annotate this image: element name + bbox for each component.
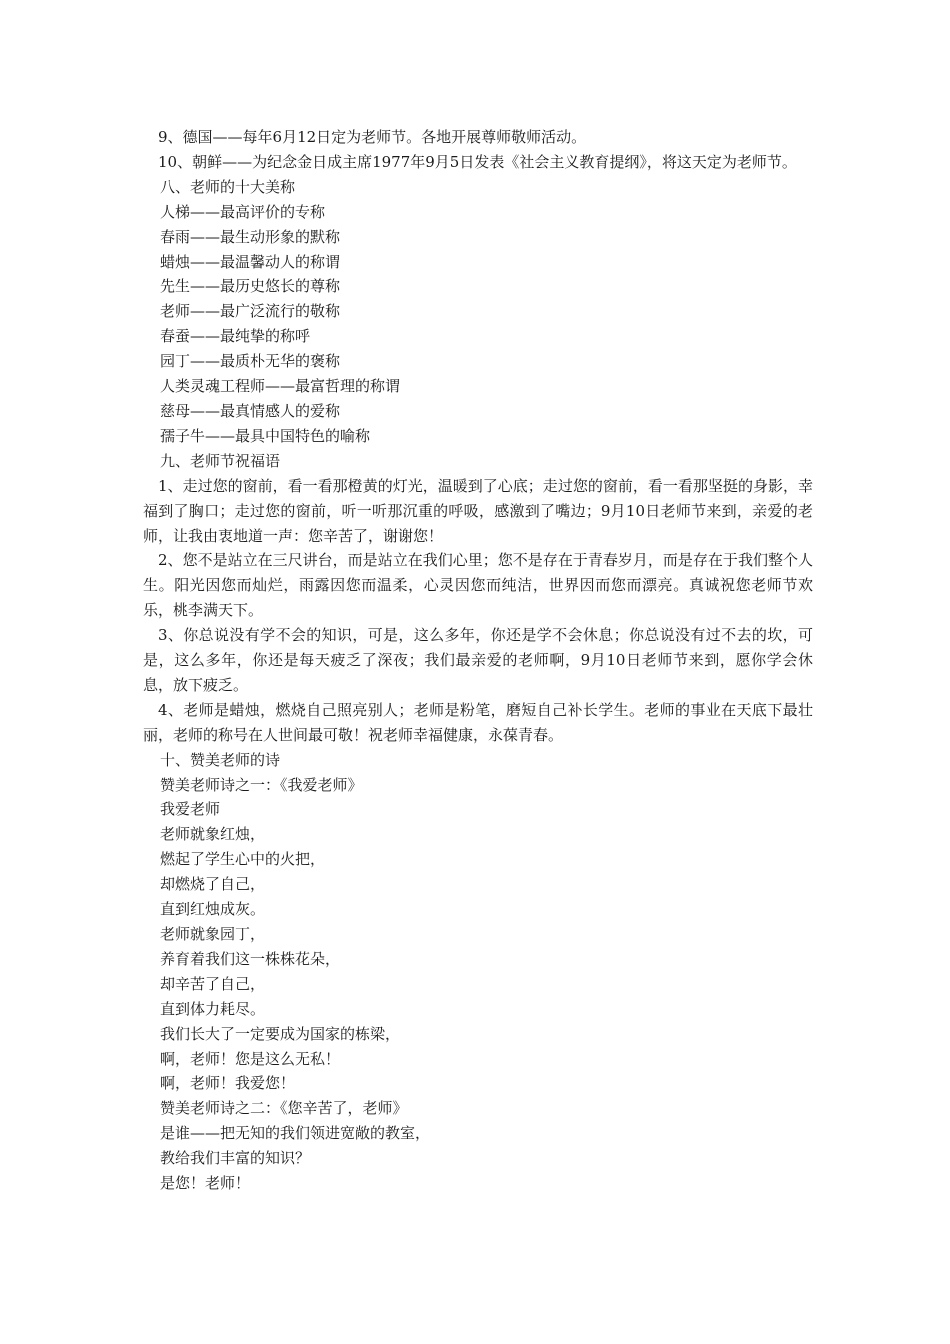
section-heading-titles: 八、老师的十大美称 [160, 177, 296, 196]
document-body [143, 125, 813, 1196]
title-item: 蜡烛——最温馨动人的称谓 [160, 252, 341, 271]
poem-line: 是谁——把无知的我们领进宽敞的教室， [160, 1124, 431, 1143]
title-item: 先生——最历史悠长的尊称 [160, 277, 341, 296]
festival-north-korea: 10、朝鲜——为纪念金日成主席1977年9月5日发表《社会主义教育提纲》，将这天定为老师节。 [158, 152, 797, 171]
poem-line: 老师就象园丁， [160, 925, 266, 943]
poem-line: 燃起了学生心中的火把， [160, 850, 326, 869]
poem-line: 直到体力耗尽。 [160, 999, 266, 1018]
title-item: 春蚕——最纯挚的称呼 [160, 327, 311, 346]
title-item: 慈母——最真情感人的爱称 [160, 401, 341, 420]
blessing-paragraph: 3、你总说没有学不会的知识，可是，这么多年，你还是学不会休息；你总说没有过不去的坎，可是，这么多年，你还是每天疲乏了深夜；我们最亲爱的老师啊，9月10日老师节来到，愿你学会休息，放下疲乏。 [143, 626, 813, 694]
title-item: 老师——最广泛流行的敬称 [160, 302, 341, 321]
poem-line: 老师就象红烛， [160, 825, 266, 844]
poem-line: 养育着我们这一株株花朵， [160, 949, 341, 968]
poem-line: 却辛苦了自己， [160, 974, 266, 993]
section-heading-blessings: 九、老师节祝福语 [160, 451, 281, 470]
poem-title: 赞美老师诗之二：《您辛苦了，老师》 [160, 1099, 408, 1118]
poem-line: 教给我们丰富的知识？ [160, 1149, 311, 1168]
poem-title: 赞美老师诗之一：《我爱老师》 [160, 775, 363, 794]
blessing-paragraph: 2、您不是站立在三尺讲台，而是站立在我们心里；您不是存在于青春岁月，而是存在于我们整个人生。阳光因您而灿烂，雨露因您而温柔，心灵因您而纯洁，世界因而您而漂亮。真诚祝您老师节欢乐，桃李满天下。 [143, 551, 813, 620]
festival-germany: 9、德国——每年6月12日定为老师节。各地开展尊师敬师活动。 [158, 128, 587, 146]
blessing-paragraph: 1、走过您的窗前，看一看那橙黄的灯光，温暖到了心底；走过您的窗前，看一看那坚挺的身影，幸福到了胸口；走过您的窗前，听一听那沉重的呼吸，感激到了嘴边；9月10日老师节来到，亲爱的老师，让我由衷地道一声：您辛苦了，谢谢您！ [143, 476, 813, 545]
poem-line: 直到红烛成灰。 [160, 900, 266, 919]
section-heading-poems: 十、赞美老师的诗 [160, 750, 281, 769]
title-item: 春雨——最生动形象的默称 [160, 227, 341, 246]
poem-line: 是您！老师！ [160, 1174, 251, 1193]
poem-line: 啊，老师！您是这么无私！ [160, 1049, 341, 1068]
title-item: 人梯——最高评价的专称 [160, 202, 326, 221]
title-item: 孺子牛——最具中国特色的喻称 [160, 426, 371, 445]
blessing-paragraph: 4、老师是蜡烛，燃烧自己照亮别人；老师是粉笔，磨短自己补长学生。老师的事业在天底下最壮丽，老师的称号在人世间最可敬！祝老师幸福健康，永葆青春。 [143, 700, 813, 744]
poem-line: 却燃烧了自己， [160, 875, 266, 894]
title-item: 人类灵魂工程师——最富哲理的称谓 [160, 377, 401, 396]
poem-line: 我爱老师 [160, 800, 221, 819]
title-item: 园丁——最质朴无华的褒称 [160, 352, 341, 371]
poem-line: 啊，老师！我爱您！ [160, 1074, 296, 1093]
poem-line: 我们长大了一定要成为国家的栋梁， [160, 1024, 401, 1043]
